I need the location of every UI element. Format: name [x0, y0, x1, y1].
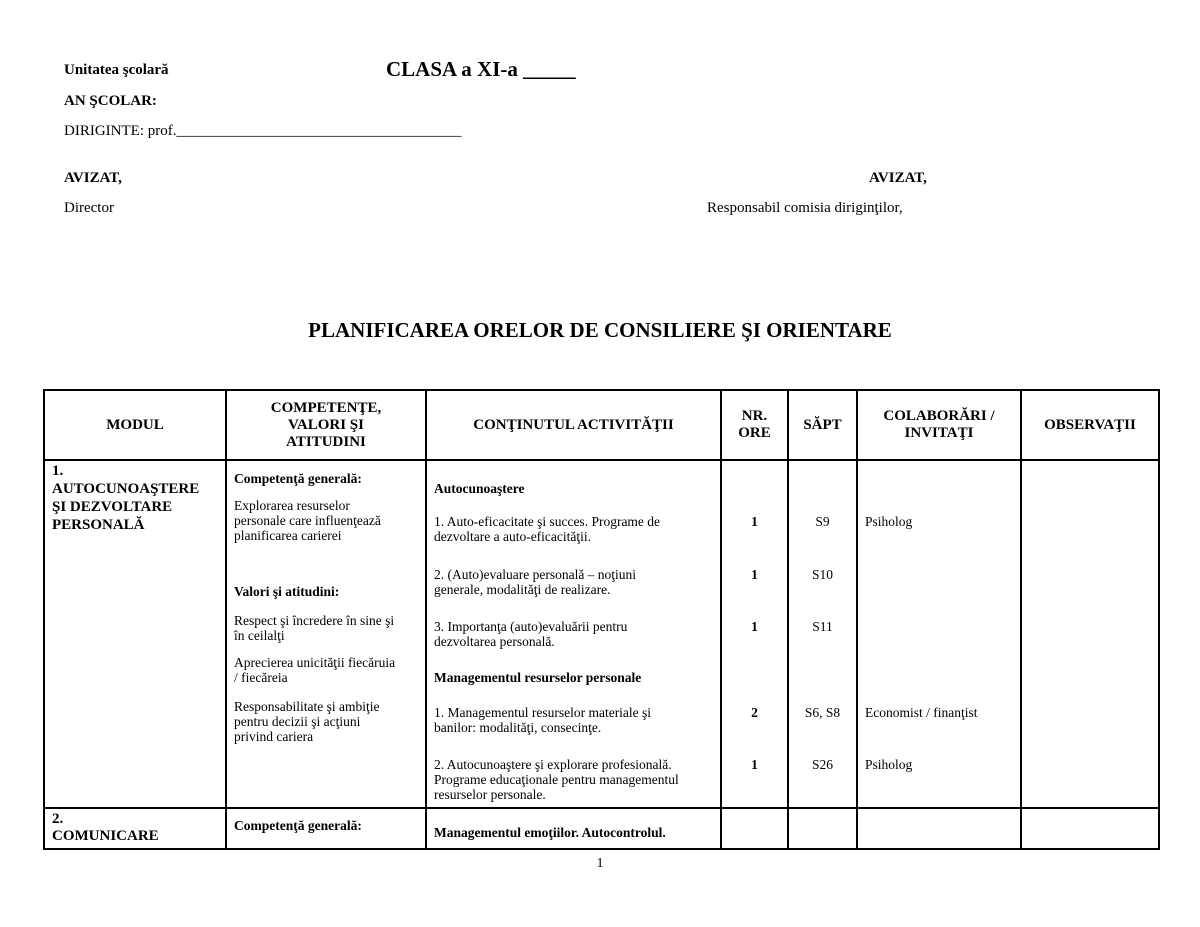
week-value: S10: [811, 567, 833, 582]
section-title: Managementul resurselor personale: [434, 670, 642, 685]
value-text: Respect şi încredere în sine şi: [234, 613, 395, 628]
header-module: MODUL: [44, 390, 226, 460]
collaborator: Psiholog: [865, 514, 913, 529]
activity-text: Programe educaţionale pentru managementul: [434, 772, 679, 787]
general-competence-label: Competenţă generală:: [234, 818, 362, 833]
table-header-row: [44, 390, 1159, 460]
notes-cell: [1021, 460, 1159, 808]
module-name-line: COMUNICARE: [52, 828, 159, 844]
notes-cell: [1021, 808, 1159, 849]
header-content: CONŢINUTUL ACTIVITĂŢII: [426, 390, 721, 460]
collaborator: Economist / finanţist: [865, 705, 978, 720]
school-year-label: AN ŞCOLAR:: [64, 93, 157, 109]
activity-text: 1. Auto-eficacitate şi succes. Programe de: [434, 514, 661, 529]
activity-text: generale, modalităţi de realizare.: [434, 582, 611, 597]
value-text: Responsabilitate şi ambiţie: [234, 699, 380, 714]
section-title: Autocunoaştere: [434, 481, 525, 496]
collaborations-cell: [857, 808, 1021, 849]
competence-text: personale care influenţează: [234, 513, 381, 528]
director-label: Director: [64, 200, 114, 216]
week-value: S6, S8: [804, 705, 841, 720]
values-label: Valori şi atitudini:: [234, 584, 340, 599]
module-number: 1.: [52, 463, 64, 479]
collaborations-cell: [857, 460, 1021, 808]
value-text: în ceilalţi: [234, 628, 285, 643]
competence-text: planificarea carierei: [234, 528, 342, 543]
value-text: Aprecierea unicităţii fiecăruia: [234, 655, 396, 670]
activity-text: 3. Importanţa (auto)evaluării pentru: [434, 619, 628, 634]
module-name-line: PERSONALĂ: [52, 517, 145, 533]
competences-cell: [226, 808, 426, 849]
page-number: 1: [596, 856, 604, 871]
activity-text: dezvoltare a auto-eficacităţii.: [434, 529, 592, 544]
header-collaborations: COLABORĂRI / INVITAŢI: [857, 390, 1021, 460]
activity-text: banilor: modalităţi, consecinţe.: [434, 720, 602, 735]
activity-text: dezvoltarea personală.: [434, 634, 555, 649]
header-notes: OBSERVAŢII: [1021, 390, 1159, 460]
planning-table: [43, 389, 1160, 850]
week-value: S26: [811, 757, 833, 772]
content-cell: [426, 808, 721, 849]
week-cell: [788, 808, 857, 849]
table-row: [44, 808, 1159, 849]
value-text: privind cariera: [234, 729, 314, 744]
activity-text: 1. Managementul resurselor materiale şi: [434, 705, 652, 720]
form-teacher-label: DIRIGINTE: prof.______________________________________: [64, 123, 462, 139]
week-value: S11: [812, 619, 833, 634]
activity-text: 2. Autocunoaştere şi explorare profesională.: [434, 757, 672, 772]
class-label: CLASA a XI-a _____: [386, 57, 576, 81]
table-row: [44, 460, 1159, 808]
competences-cell: [226, 460, 426, 808]
module-cell: [44, 808, 226, 849]
hours-value: 1: [751, 757, 758, 772]
module-name-line: ŞI DEZVOLTARE: [52, 499, 173, 515]
hours-value: 1: [751, 567, 758, 582]
activity-text: 2. (Auto)evaluare personală – noţiuni: [434, 567, 637, 582]
hours-cell: [721, 460, 788, 808]
module-number: 2.: [52, 811, 64, 827]
value-text: pentru decizii şi acţiuni: [234, 714, 361, 729]
approved-left: AVIZAT,: [64, 170, 122, 186]
week-cell: [788, 460, 857, 808]
content-cell: [426, 460, 721, 808]
competence-text: Explorarea resurselor: [234, 498, 350, 513]
general-competence-label: Competenţă generală:: [234, 471, 362, 486]
hours-cell: [721, 808, 788, 849]
approved-right: AVIZAT,: [869, 170, 927, 186]
activity-text: resurselor personale.: [434, 787, 546, 802]
hours-value: 1: [751, 619, 758, 634]
school-unit-label: Unitatea şcolară: [64, 62, 169, 78]
hours-value: 1: [751, 514, 758, 529]
hours-value: 2: [751, 705, 758, 720]
document-title: PLANIFICAREA ORELOR DE CONSILIERE ŞI ORIENTARE: [308, 318, 892, 342]
header-hours: NR. ORE: [721, 390, 788, 460]
module-name-line: AUTOCUNOAŞTERE: [52, 481, 200, 497]
header-competences: COMPETENŢE, VALORI ŞI ATITUDINI: [226, 390, 426, 460]
week-value: S9: [815, 514, 830, 529]
commission-label: Responsabil comisia diriginţilor,: [707, 200, 903, 216]
section-title: Managementul emoţiilor. Autocontrolul.: [434, 825, 666, 840]
module-cell: [44, 460, 226, 808]
value-text: / fiecăreia: [234, 670, 288, 685]
collaborator: Psiholog: [865, 757, 913, 772]
header-week: SĂPT: [788, 390, 857, 460]
